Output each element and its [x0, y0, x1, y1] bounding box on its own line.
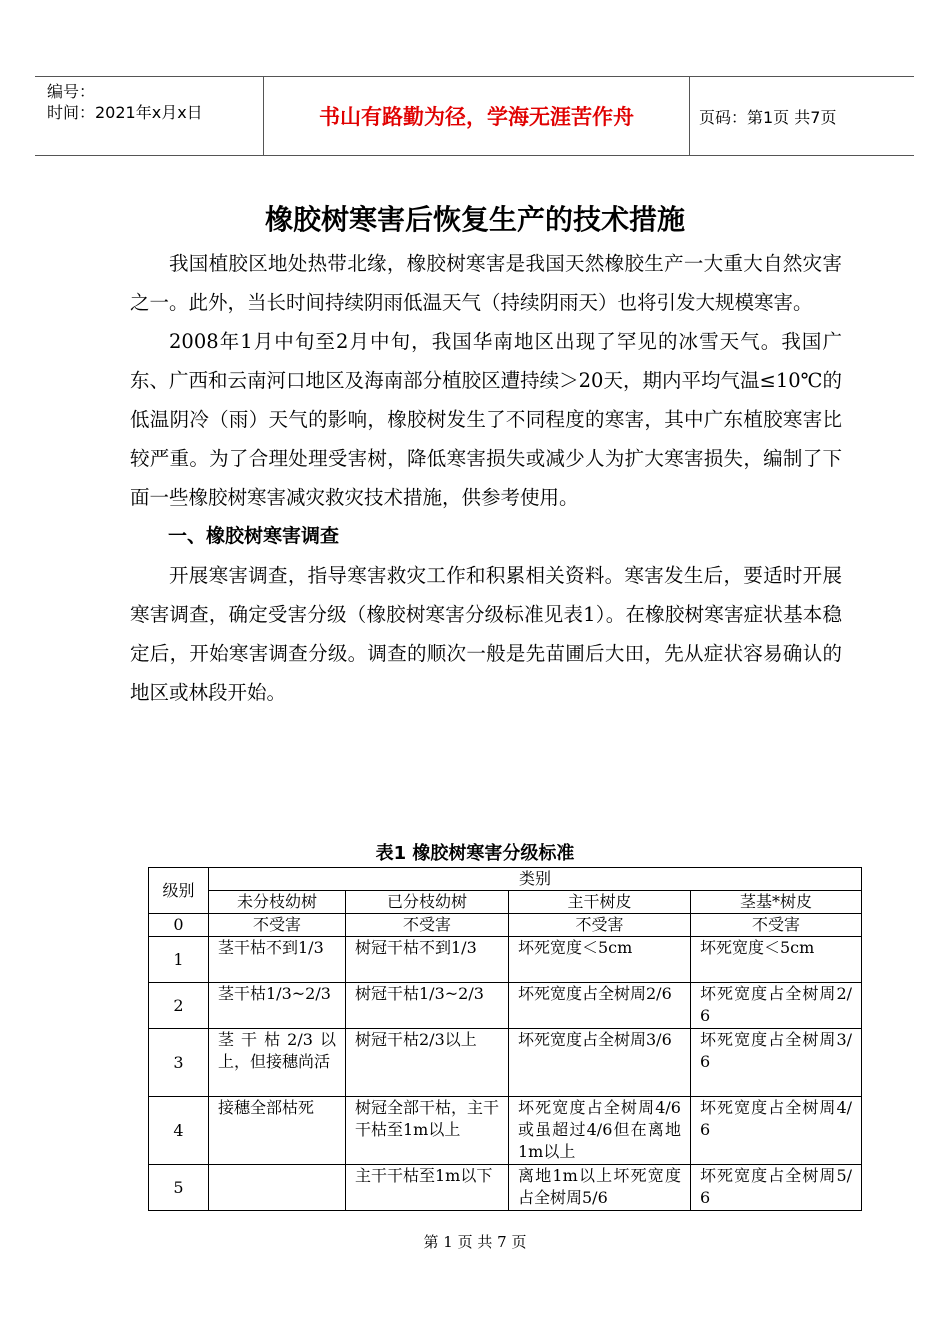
paragraph-survey: 开展寒害调查，指导寒害救灾工作和积累相关资料。寒害发生后，要适时开展寒害调查，确定受害分级（橡胶树寒害分级标准见表1）。在橡胶树寒害症状基本稳定后，开始寒害调查分级。调查的顺次一般是先苗圃后大田，先从症状容易确认的地区或林段开始。: [130, 564, 842, 704]
table-cell: 茎干枯2/3以上，但接穗尚活: [209, 1029, 346, 1097]
document-title: 橡胶树寒害后恢复生产的技术措施: [264, 203, 685, 236]
table-cell: 坏死宽度＜5cm: [509, 937, 691, 983]
table-cell: 坏死宽度占全树周2/6: [509, 983, 691, 1029]
table-cell: 坏死宽度占全树周4/6: [691, 1097, 862, 1165]
grade-cell: 5: [149, 1165, 209, 1211]
table-cell: 坏死宽度占全树周3/6: [691, 1029, 862, 1097]
table-cell: [209, 1165, 346, 1211]
table-cell: 不受害: [509, 914, 691, 937]
table-row: [149, 1029, 862, 1097]
column-header: 茎基*树皮: [691, 891, 862, 914]
grade-cell: 4: [149, 1097, 209, 1165]
page-footer: 第 1 页 共 7 页: [423, 1233, 527, 1251]
table-cell: 离地1m以上坏死宽度占全树周5/6: [509, 1165, 691, 1211]
document-body: [130, 244, 842, 712]
grade-cell: 1: [149, 937, 209, 983]
table-caption: 表1 橡胶树寒害分级标准: [375, 843, 575, 864]
grade-cell: 2: [149, 983, 209, 1029]
table-cell: 不受害: [691, 914, 862, 937]
section-heading: 一、橡胶树寒害调查: [168, 525, 340, 547]
table-row: [149, 983, 862, 1029]
table-cell: 坏死宽度占全树周4/6或虽超过4/6但在离地1m以上: [509, 1097, 691, 1165]
table-cell: 坏死宽度占全树周3/6: [509, 1029, 691, 1097]
grade-cell: 0: [149, 914, 209, 937]
paragraph-background: 2008年1月中旬至2月中旬，我国华南地区出现了罕见的冰雪天气。我国广东、广西和云南河口地区及海南部分植胶区遭持续＞20天，期内平均气温≤10℃的低温阴冷（雨）天气的影响，橡胶树发生了不同程度的寒害，其中广东植胶寒害比较严重。为了合理处理受害树，降低寒害损失或减少人为扩大寒害损失，编制了下面一些橡胶树寒害减灾救灾技术措施，供参考使用。: [130, 330, 842, 509]
table-cell: 树冠全部干枯，主干干枯至1m以上: [346, 1097, 509, 1165]
table-row: [149, 937, 862, 983]
table-cell: 茎干枯1/3~2/3: [209, 983, 346, 1029]
column-header: 未分枝幼树: [209, 891, 346, 914]
page-header: [35, 76, 914, 156]
table-cell: 树冠干枯不到1/3: [346, 937, 509, 983]
table-cell: 坏死宽度占全树周5/6: [691, 1165, 862, 1211]
paragraph-intro: 我国植胶区地处热带北缘，橡胶树寒害是我国天然橡胶生产一大重大自然灾害之一。此外，当长时间持续阴雨低温天气（持续阴雨天）也将引发大规模寒害。: [130, 252, 842, 314]
category-header: 类别: [209, 868, 862, 891]
column-header: 主干树皮: [509, 891, 691, 914]
table-cell: 主干干枯至1m以下: [346, 1165, 509, 1211]
header-meta: [35, 77, 264, 155]
document-time-label: 时间：2021年x月x日: [47, 103, 203, 122]
table-cell: 树冠干枯2/3以上: [346, 1029, 509, 1097]
column-header: 已分枝幼树: [346, 891, 509, 914]
table-row: [149, 1165, 862, 1211]
table-cell: 树冠干枯1/3~2/3: [346, 983, 509, 1029]
table-cell: 坏死宽度＜5cm: [691, 937, 862, 983]
header-page-info: 页码：第1页 共7页: [699, 107, 837, 127]
table-cell: 不受害: [209, 914, 346, 937]
table-cell: 接穗全部枯死: [209, 1097, 346, 1165]
table-cell: 不受害: [346, 914, 509, 937]
header-motto: 书山有路勤为径，学海无涯苦作舟: [264, 77, 690, 155]
document-number-label: 编号：: [47, 82, 96, 101]
table-row: [149, 914, 862, 937]
table-cell: 茎干枯不到1/3: [209, 937, 346, 983]
table-row: [149, 1097, 862, 1165]
table-cell: 坏死宽度占全树周2/6: [691, 983, 862, 1029]
grade-cell: 3: [149, 1029, 209, 1097]
grade-header: 级别: [149, 868, 209, 914]
damage-grade-table: [148, 867, 862, 1211]
